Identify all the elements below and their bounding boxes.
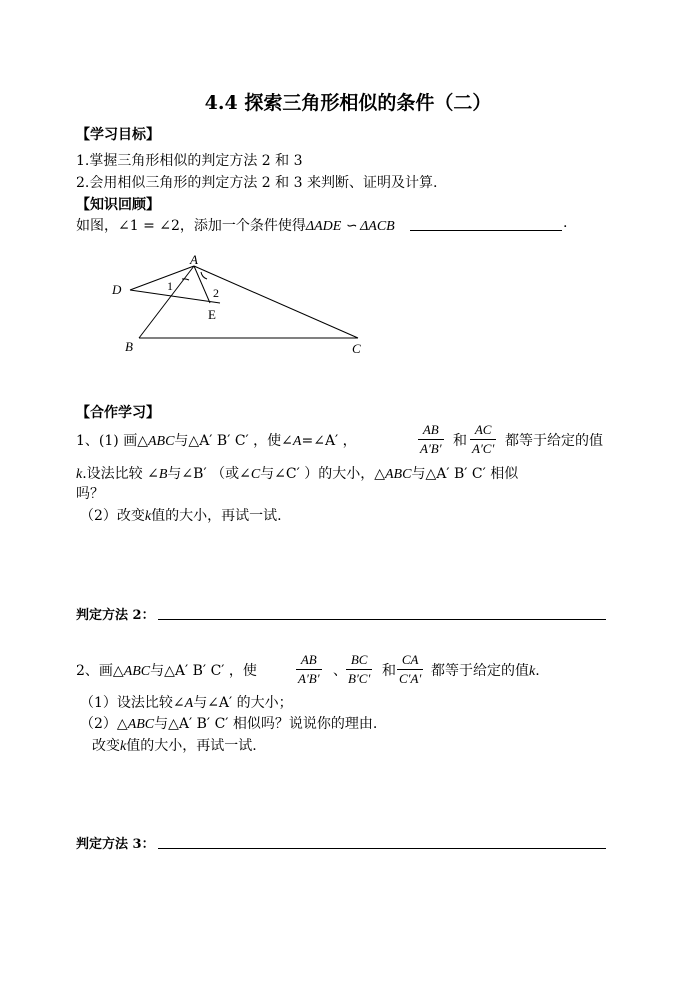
q2-fraction-ab xyxy=(296,652,322,687)
q1-and: 和 xyxy=(453,433,467,449)
q1-fraction-ac xyxy=(470,422,496,457)
q2-text-a: 2、画△ xyxy=(76,663,124,679)
q2-sub2-b: 与△A′ B′ C′ 相似吗？说说你的理由. xyxy=(154,716,378,732)
page-title: 4.4 探索三角形相似的条件（二） xyxy=(204,92,492,114)
review-prompt xyxy=(76,215,395,235)
q1-abc: ABC xyxy=(147,434,175,449)
q2-sep: 、 xyxy=(333,663,347,679)
q2-frac3-num: CA xyxy=(401,652,419,667)
section-review-heading: 【知识回顾】 xyxy=(76,197,160,213)
q2-sub2 xyxy=(80,713,377,733)
answer-blank-method-2[interactable] xyxy=(158,619,606,620)
section-coop-heading: 【合作学习】 xyxy=(76,405,160,421)
q1-line2 xyxy=(76,463,518,483)
q1-frac1-num: AB xyxy=(422,422,439,437)
q2-fraction-bc xyxy=(346,652,372,687)
label-C: C xyxy=(352,341,361,356)
q2-text-c-span: 都等于给定的值 xyxy=(431,663,529,679)
q1-line4-b: 值的大小，再试一试. xyxy=(151,508,282,524)
goal-item-2: 2.会用相似三角形的判定方法 2 和 3 来判断、证明及计算. xyxy=(76,175,438,191)
label-angle-1: 1 xyxy=(167,279,173,293)
q2-sub1-b: 与∠A′ 的大小； xyxy=(193,695,293,711)
label-D: D xyxy=(112,282,122,297)
q1-line2-a: .设法比较 ∠ xyxy=(82,466,159,482)
q1-frac1-den: A′B′ xyxy=(420,441,442,456)
segment-AC xyxy=(194,266,358,338)
q2-line1 xyxy=(76,660,257,680)
q2-frac3-den: C′A′ xyxy=(399,671,422,686)
q1-line4 xyxy=(80,505,282,525)
q1-line3: 吗？ xyxy=(76,486,104,502)
q2-frac1-num: AB xyxy=(300,652,317,667)
q1-fraction-ab xyxy=(418,422,444,457)
q2-sub2-abc: ABC xyxy=(127,717,155,732)
q2-sub3 xyxy=(92,735,257,755)
q1-line4-a: （2）改变 xyxy=(80,508,145,524)
q2-fraction-ca xyxy=(397,652,423,687)
q2-sub2-a: （2）△ xyxy=(80,716,128,732)
q1-line2-b: 与∠B′ （或∠ xyxy=(167,466,251,482)
q2-sub1-A: A xyxy=(184,696,194,711)
q1-angle-a: A xyxy=(292,434,302,449)
q2-and: 和 xyxy=(382,663,396,679)
q2-dot: . xyxy=(535,663,540,679)
section-goals-heading: 【学习目标】 xyxy=(76,127,160,143)
q1-line1 xyxy=(76,430,357,450)
q1-k2: k xyxy=(144,509,152,524)
q2-sub1-a: （1）设法比较∠ xyxy=(80,695,185,711)
q2-text-b: 与△A′ B′ C′ ，使 xyxy=(150,663,257,679)
q1-k: k xyxy=(76,467,83,482)
label-B: B xyxy=(125,339,133,354)
q1-abc2: ABC xyxy=(385,467,412,482)
q2-text-c xyxy=(431,660,540,680)
q1-text-b: 与△A′ B′ C′ ，使∠ xyxy=(174,433,293,449)
q1-line2-d: 与△A′ B′ C′ 相似 xyxy=(411,466,519,482)
q2-sub3-a: 改变 xyxy=(92,738,120,754)
label-A: A xyxy=(190,252,198,267)
q2-abc: ABC xyxy=(123,664,151,679)
review-relation: ΔADE ∽ ΔACB xyxy=(305,219,395,234)
judge-method-3-label: 判定方法 3： xyxy=(76,837,155,852)
answer-blank-method-3[interactable] xyxy=(158,848,606,849)
segment-DE xyxy=(130,290,220,303)
q2-sub3-k: k xyxy=(120,739,127,754)
q1-line2-c: 与∠C′ ）的大小，△ xyxy=(260,466,385,482)
q1-c: C xyxy=(250,467,261,482)
q1-frac2-num: AC xyxy=(474,422,492,437)
judge-method-2-label: 判定方法 2： xyxy=(76,608,155,623)
triangle-figure xyxy=(100,252,380,362)
q1-text-c: =∠A′ ， xyxy=(301,433,357,449)
q1-text-a: 1、(1) 画△ xyxy=(76,433,148,449)
q2-sub3-b: 值的大小，再试一试. xyxy=(126,738,257,754)
q1-b: B xyxy=(158,467,168,482)
label-E: E xyxy=(208,307,216,322)
q2-frac2-den: B′C′ xyxy=(348,671,371,686)
goal-item-1: 1.掌握三角形相似的判定方法 2 和 3 xyxy=(76,153,303,169)
angle-2-arc xyxy=(201,272,207,279)
q2-frac2-num: BC xyxy=(350,652,368,667)
q1-frac2-den: A′C′ xyxy=(472,441,495,456)
review-end: . xyxy=(563,215,568,231)
label-angle-2: 2 xyxy=(213,286,219,300)
q2-frac1-den: A′B′ xyxy=(298,671,320,686)
answer-blank-review[interactable] xyxy=(410,230,562,231)
q1-text-d: 都等于给定的值 xyxy=(505,433,603,449)
review-prompt-text: 如图，∠1 = ∠2，添加一个条件使得 xyxy=(76,218,306,234)
q2-sub1 xyxy=(80,692,293,712)
q2-k: k xyxy=(529,664,536,679)
